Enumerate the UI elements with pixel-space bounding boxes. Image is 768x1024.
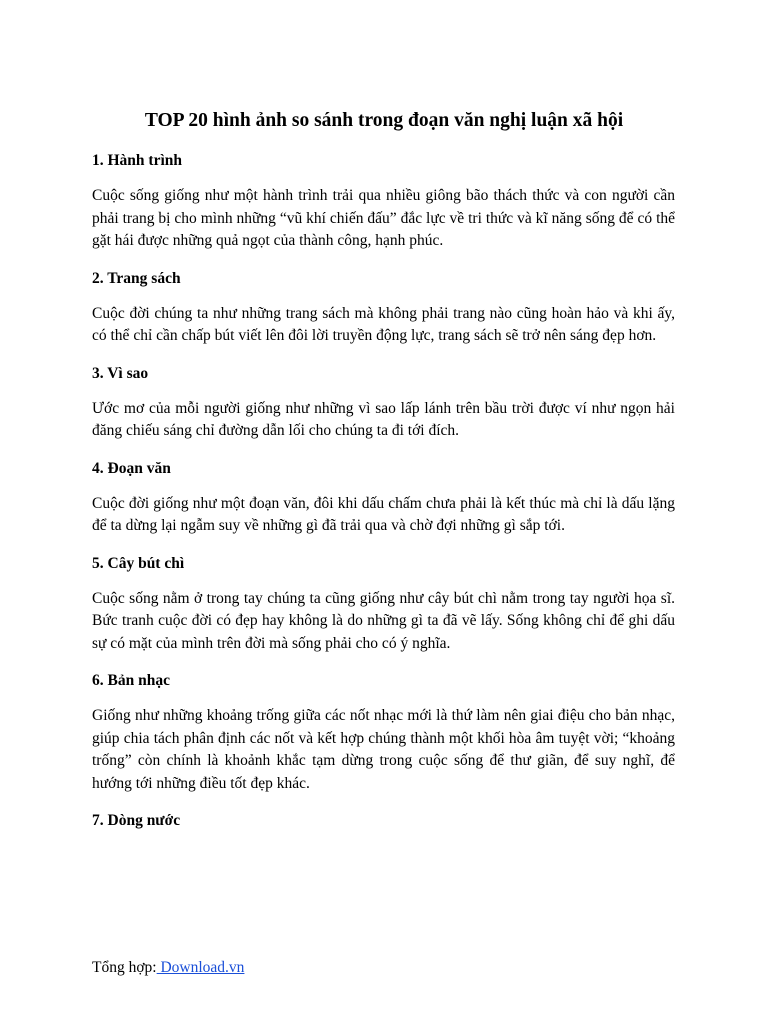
section-7 xyxy=(92,810,675,832)
section-2 xyxy=(92,268,675,348)
section-heading: 4. Đoạn văn xyxy=(92,459,171,477)
section-heading: 1. Hành trình xyxy=(92,152,183,169)
document-content xyxy=(92,150,675,845)
section-body: Cuộc đời chúng ta như những trang sách mà không phải trang nào cũng hoàn hảo và khi ấy, có thể chỉ cần chấp bút viết lên đôi lời truyền động lực, trang sách sẽ trở nên sáng đẹp hơn. xyxy=(92,304,675,344)
section-5 xyxy=(92,553,675,656)
document-title: TOP 20 hình ảnh so sánh trong đoạn văn nghị luận xã hội xyxy=(144,110,624,131)
section-3 xyxy=(92,363,675,443)
section-4 xyxy=(92,458,675,538)
section-heading: 7. Dòng nước xyxy=(92,812,181,829)
footer xyxy=(92,957,244,979)
section-body: Ước mơ của mỗi người giống như những vì sao lấp lánh trên bầu trời được ví như ngọn hải đăng chiếu sáng chỉ đường dẫn lối cho chúng ta đi tới đích. xyxy=(92,399,675,439)
section-1 xyxy=(92,150,675,253)
section-heading: 3. Vì sao xyxy=(92,364,149,382)
section-heading: 2. Trang sách xyxy=(92,269,181,287)
section-body: Cuộc sống giống như một hành trình trải qua nhiều giông bão thách thức và con người cần phải trang bị cho mình những “vũ khí chiến đấu” đắc lực về tri thức và kĩ năng sống để có thể gặt hái được những quả ngọt của thành công, hạnh phúc. xyxy=(92,187,675,249)
section-body: Cuộc sống nằm ở trong tay chúng ta cũng giống như cây bút chì nằm trong tay người họa sĩ. Bức tranh cuộc đời có đẹp hay không là do những gì ta đã vẽ lấy. Sống không chỉ để ghi dấu sự có mặt của mình trên đời mà sống phải cho có ý nghĩa. xyxy=(92,589,675,652)
footer-label: Tổng hợp: xyxy=(92,959,157,976)
section-6 xyxy=(92,670,675,795)
section-heading: 5. Cây bút chì xyxy=(92,554,185,572)
download-link[interactable]: Download.vn xyxy=(156,959,245,976)
section-body: Giống như những khoảng trống giữa các nốt nhạc mới là thứ làm nên giai điệu cho bản nhạc, giúp chia tách phân định các nốt và kết hợp chúng thành một khối hòa âm tuyệt vời; “khoảng trống” còn chính là khoảnh khắc tạm dừng trong cuộc sống để thư giãn, để suy nghĩ, để hướng tới những điều tốt đẹp khác. xyxy=(92,707,675,792)
section-heading: 6. Bản nhạc xyxy=(92,672,170,689)
section-body: Cuộc đời giống như một đoạn văn, đôi khi dấu chấm chưa phải là kết thúc mà chỉ là dấu lặng để ta dừng lại ngẫm suy về những gì đã trải qua và chờ đợi những gì sắp tới. xyxy=(92,494,675,534)
